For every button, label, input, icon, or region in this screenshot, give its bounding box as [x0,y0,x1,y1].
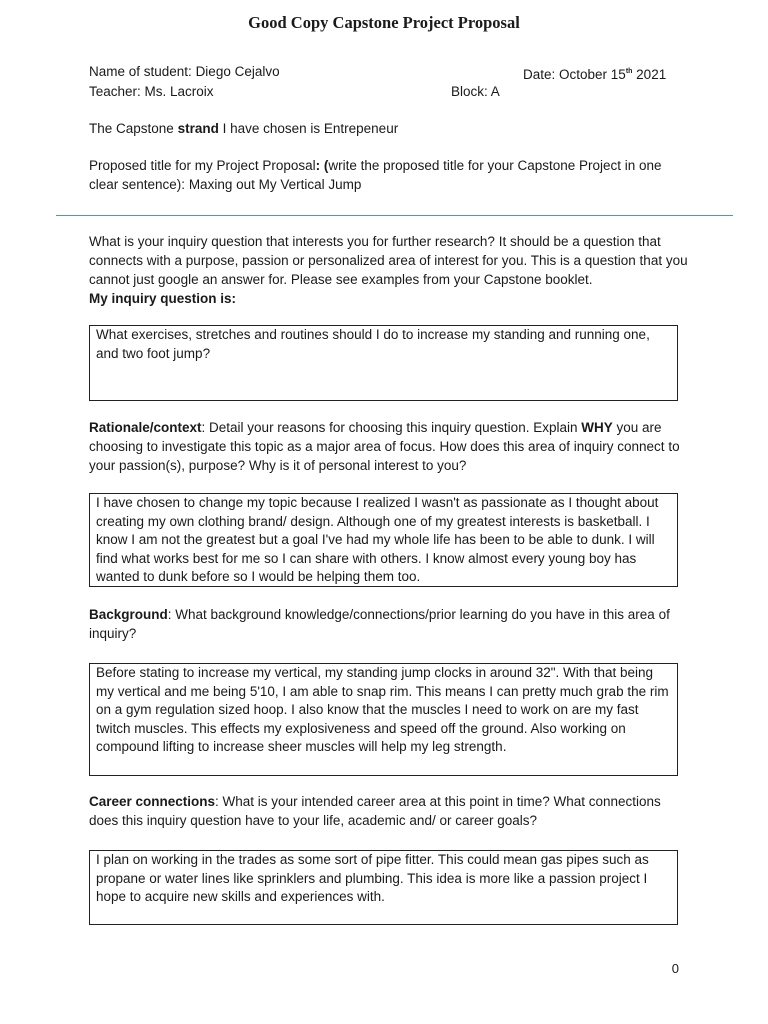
background-answer-box[interactable] [89,663,678,776]
date-label: Date: October 15 [523,67,626,82]
block-label: Block: [451,84,491,99]
strand-bold: strand [177,121,219,136]
career-prompt-text: : What is your intended career area at this point in time? What connections does this inquiry question have to your life, academic and/ or career goals? [89,794,661,828]
inquiry-label: My inquiry question is: [89,291,237,306]
inquiry-answer-box[interactable] [89,325,678,401]
inquiry-prompt-text: What is your inquiry question that interests you for further research? It should be a question that connects with a purpose, passion or personalized area of interest for you. This is a question that you cannot just google an answer for. Please see examples from your Capstone booklet. [89,234,688,287]
rationale-answer-box[interactable] [89,493,678,587]
proposed-title-value: Maxing out My Vertical Jump [188,177,362,192]
rationale-emph: WHY [581,420,613,435]
date-year: 2021 [632,67,667,82]
student-label: Name of student: [89,64,196,79]
career-answer: I plan on working in the trades as some sort of pipe fitter. This could mean gas pipes such as propane or water lines like sprinklers and plumbing. This idea is more like a passion project I hope to acquire new skills and experiences with. [96,852,649,904]
student-name: Diego Cejalvo [195,64,280,79]
date-suffix: th [625,68,633,75]
rationale-prompt-b: you are choosing to investigate this topic as a major area of focus. How does this area of inquiry connect to your passion(s), purpose? Why is it of personal interest to you? [89,420,680,473]
rationale-answer: I have chosen to change my topic because I realized I wasn't as passionate as I thought about creating my own clothing brand/ design. Although one of my greatest interests is basketball. I know I am not the greatest but a goal I've had my whole life has been to be able to dunk. I will find what works best for me so I can share with others. I know almost every young boy has wanted to dunk before so I would be helping them too. [96,495,659,584]
background-label: Background [89,607,168,622]
proposed-title-paragraph [89,156,689,194]
page-number: 0 [671,961,679,976]
strand-line [89,119,398,138]
proposed-title-prefix: Proposed title for my Project Proposal [89,158,316,173]
strand-suffix: I have chosen is [218,121,324,136]
document-title: Good Copy Capstone Project Proposal [248,13,520,32]
career-label: Career connections [89,794,216,809]
background-answer: Before stating to increase my vertical, my standing jump clocks in around 32". With that being my vertical and me being 5'10, I am able to snap rim. This means I can pretty much grab the rim on a gym regulation sized hoop. I also know that the muscles I need to work on are my fast twitch muscles. This effects my explosiveness and speed off the ground. Also working on compound lifting to increase sheer muscles will help my leg strength. [96,665,669,754]
block-line [451,82,500,101]
teacher-name: Ms. Lacroix [144,84,214,99]
strand-prefix: The Capstone [89,121,178,136]
teacher-label: Teacher: [89,84,145,99]
proposed-title-colon: : [315,158,321,173]
career-answer-box[interactable] [89,850,678,925]
proposed-title-paren: ( [320,158,329,173]
proposed-title-instruction: write the proposed title for your Capstone Project in one clear sentence): [89,158,662,192]
strand-value: Entrepeneur [323,121,399,136]
career-prompt [89,792,689,830]
rationale-label: Rationale/context [89,420,202,435]
rationale-prompt-a: : Detail your reasons for choosing this inquiry question. Explain [201,420,582,435]
date-line [523,62,666,84]
inquiry-answer: What exercises, stretches and routines should I do to increase my standing and running one, and two foot jump? [96,327,650,361]
student-name-line [89,62,280,81]
section-divider [56,215,733,216]
inquiry-prompt [89,232,689,308]
rationale-prompt [89,418,689,475]
block-value: A [490,84,500,99]
background-prompt [89,605,689,643]
background-prompt-text: : What background knowledge/connections/prior learning do you have in this area of inquiry? [89,607,670,641]
teacher-line [89,82,214,101]
